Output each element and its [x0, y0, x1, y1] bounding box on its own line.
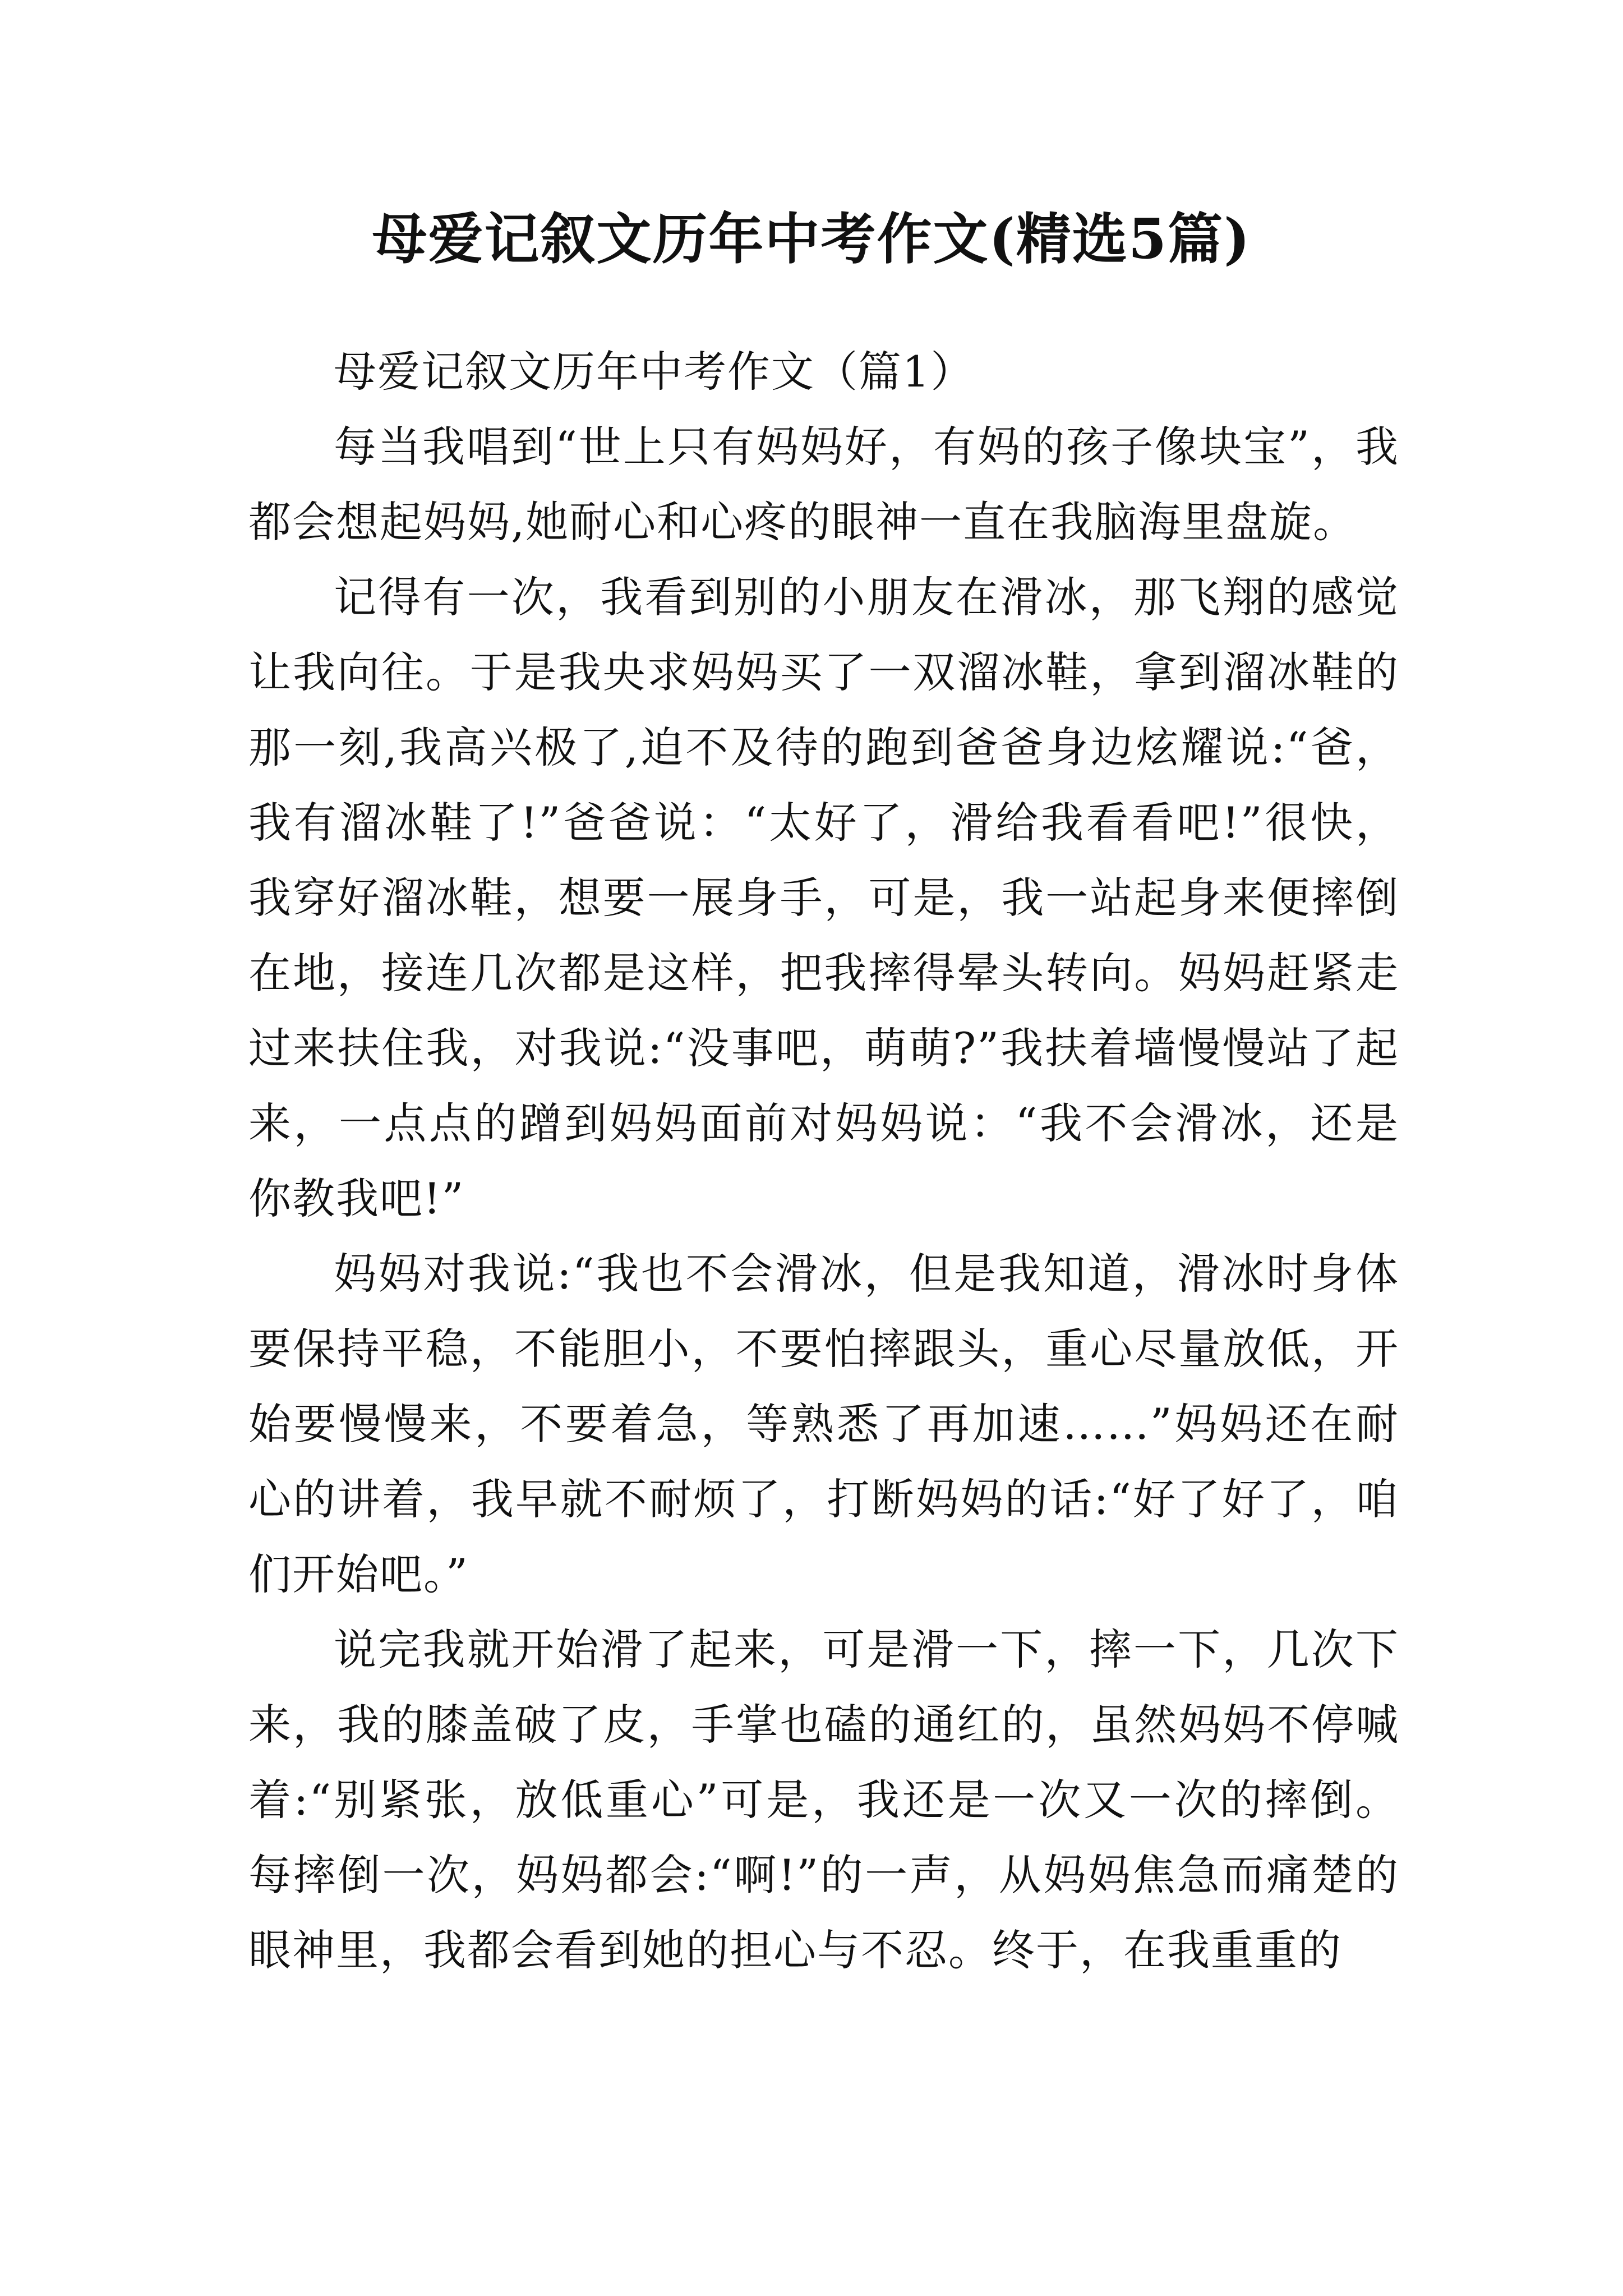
paragraph-1: 每当我唱到“世上只有妈妈好，有妈的孩子像块宝”，我都会想起妈妈,她耐心和心疼的眼神一直在我脑海里盘旋。	[248, 422, 1399, 547]
section-heading: 母爱记叙文历年中考作文（篇1）	[334, 347, 975, 397]
paragraph-3: 妈妈对我说:“我也不会滑冰，但是我知道，滑冰时身体要保持平稳，不能胆小，不要怕摔跟头，重心尽量放低，开始要慢慢来，不要着急，等熟悉了再加速……”妈妈还在耐心的讲着，我早就不耐烦了，打断妈妈的话:“好了好了，咱们开始吧。”	[248, 1249, 1399, 1599]
document-body	[248, 334, 1399, 1988]
paragraph-2: 记得有一次，我看到别的小朋友在滑冰，那飞翔的感觉让我向往。于是我央求妈妈买了一双溜冰鞋，拿到溜冰鞋的那一刻,我高兴极了,迫不及待的跑到爸爸身边炫耀说:“爸，我有溜冰鞋了!”爸爸说：“太好了，滑给我看看吧!”很快，我穿好溜冰鞋，想要一展身手，可是，我一站起身来便摔倒在地，接连几次都是这样，把我摔得晕头转向。妈妈赶紧走过来扶住我，对我说:“没事吧，萌萌?”我扶着墙慢慢站了起来，一点点的蹭到妈妈面前对妈妈说：“我不会滑冰，还是你教我吧!”	[248, 572, 1399, 1223]
paragraph-4: 说完我就开始滑了起来，可是滑一下，摔一下，几次下来，我的膝盖破了皮，手掌也磕的通红的，虽然妈妈不停喊着:“别紧张，放低重心”可是，我还是一次又一次的摔倒。每摔倒一次，妈妈都会:“啊!”的一声，从妈妈焦急而痛楚的眼神里，我都会看到她的担心与不忍。终于，在我重重的	[248, 1625, 1399, 1975]
document-title: 母爱记叙文历年中考作文(精选5篇)	[372, 207, 1251, 272]
